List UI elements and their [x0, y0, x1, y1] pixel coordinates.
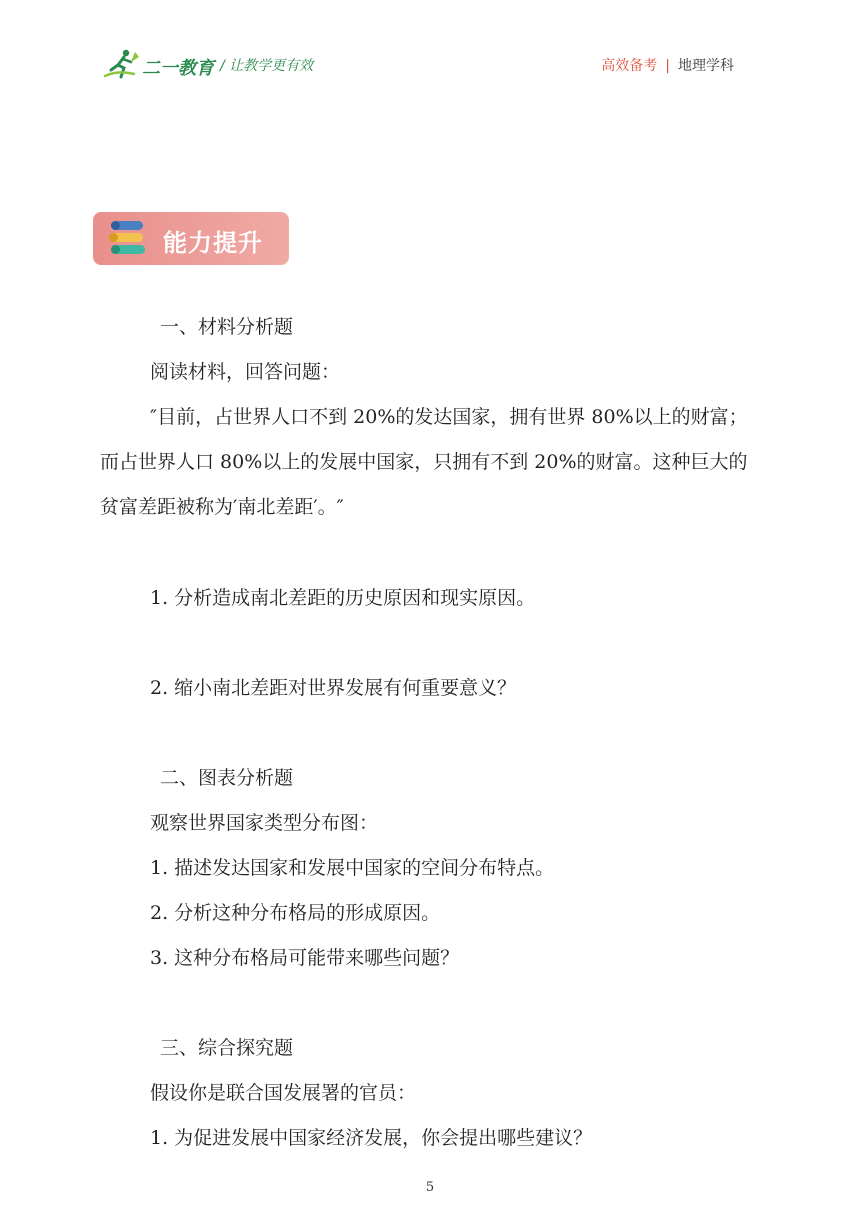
banner-title: 能力提升	[163, 229, 263, 257]
material-quote-line-2: 而占世界人口 80%以上的发展中国家，只拥有不到 20%的财富。这种巨大的	[100, 451, 748, 473]
books-stack-icon	[107, 219, 149, 257]
section-3-heading: 三、综合探究题	[160, 1037, 294, 1059]
section-2-heading: 二、图表分析题	[160, 767, 294, 789]
section-2-intro: 观察世界国家类型分布图：	[150, 812, 379, 834]
section-3-question-1: 1. 为促进发展中国家经济发展，你会提出哪些建议？	[150, 1127, 593, 1149]
section-1-heading: 一、材料分析题	[160, 316, 294, 338]
brand-name: 二一教育	[142, 58, 214, 79]
brand-slogan: / 让教学更有效	[220, 58, 314, 74]
section-2-question-1: 1. 描述发达国家和发展中国家的空间分布特点。	[150, 857, 555, 879]
section-2-question-3: 3. 这种分布格局可能带来哪些问题？	[150, 947, 460, 969]
section-1-intro: 阅读材料，回答问题：	[150, 361, 341, 383]
exam-label: 高效备考	[601, 58, 658, 74]
section-1-question-2: 2. 缩小南北差距对世界发展有何重要意义？	[150, 677, 517, 699]
section-banner	[93, 212, 289, 265]
page-number: 5	[425, 1180, 435, 1195]
material-quote-line-1: ″目前，占世界人口不到 20%的发达国家，拥有世界 80%以上的财富；	[150, 406, 748, 428]
section-3-intro: 假设你是联合国发展署的官员：	[150, 1082, 417, 1104]
header-subject-info	[601, 55, 734, 75]
subject-label: 地理学科	[678, 58, 734, 74]
brand-logo	[104, 44, 214, 84]
material-quote-line-3: 贫富差距被称为′南北差距′。″	[100, 496, 344, 518]
section-2-question-2: 2. 分析这种分布格局的形成原因。	[150, 902, 441, 924]
section-1-question-1: 1. 分析造成南北差距的历史原因和现实原因。	[150, 587, 536, 609]
page-header	[0, 0, 860, 100]
header-separator: |	[665, 58, 670, 74]
running-person-logo-icon	[104, 48, 140, 80]
